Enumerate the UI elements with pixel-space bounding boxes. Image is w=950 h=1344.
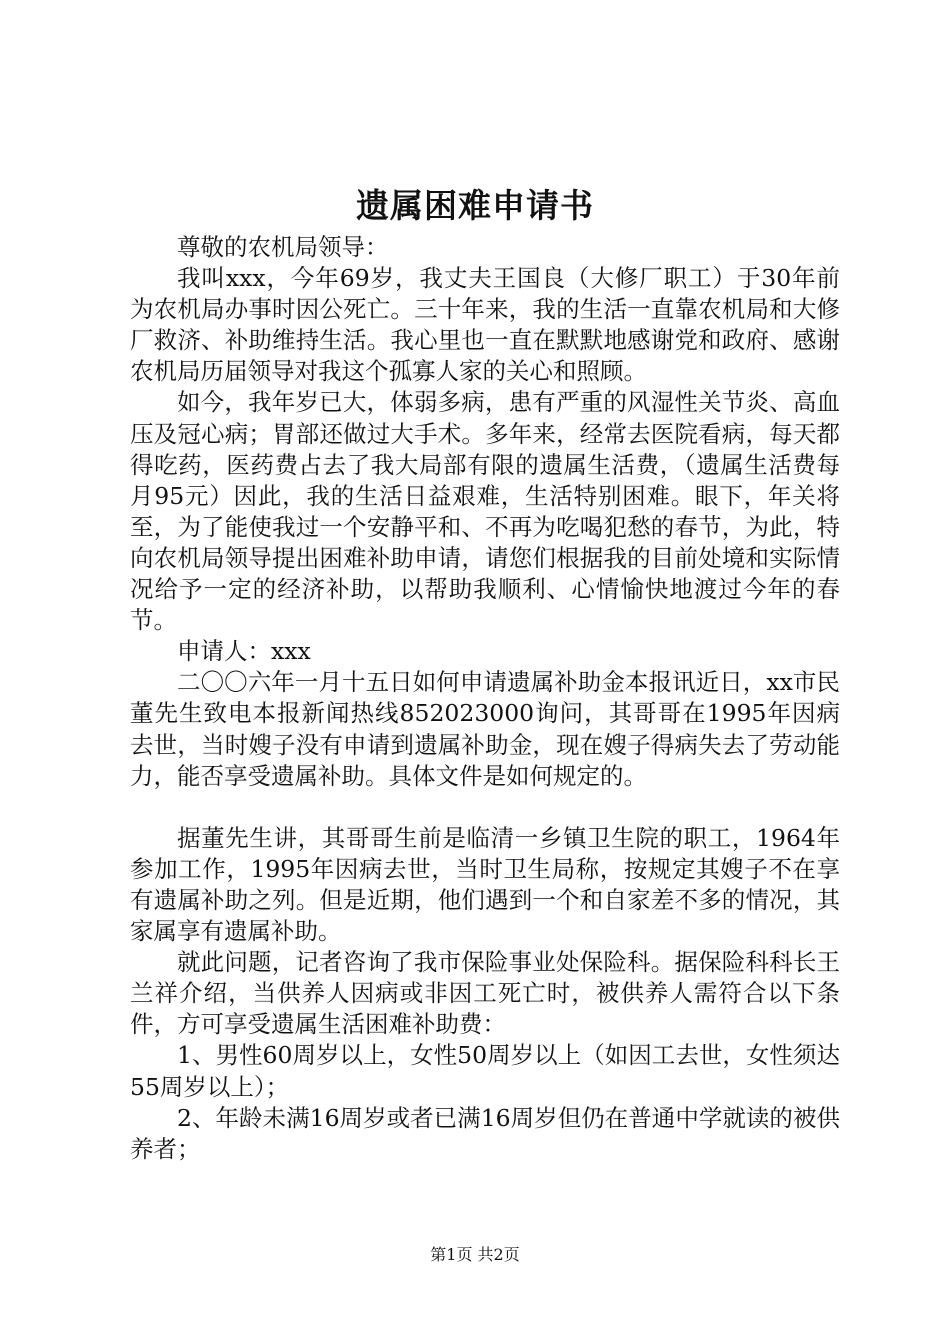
paragraph-news-report: 二〇〇六年一月十五日如何申请遗属补助金本报讯近日，xx市民董先生致电本报新闻热线852023000询问，其哥哥在1995年因病去世，当时嫂子没有申请到遗属补助金，现在嫂子得病失去了劳动能力，能否享受遗属补助。具体文件是如何规定的。 <box>130 668 840 790</box>
condition-item-2: 2、年龄未满16周岁或者已满16周岁但仍在普通中学就读的被供养者； <box>130 1103 840 1163</box>
paragraph-dong-account: 据董先生讲，其哥哥生前是临清一乡镇卫生院的职工，1964年参加工作，1995年因病去世，当时卫生局称，按规定其嫂子不在享有遗属补助之列。但是近期，他们遇到一个和自家差不多的情况，其家属享有遗属补助。 <box>130 823 840 946</box>
blank-line <box>130 792 840 823</box>
paragraph-current-situation: 如今，我年岁已大，体弱多病，患有严重的风湿性关节炎、高血压及冠心病；胃部还做过大手术。多年来，经常去医院看病，每天都得吃药，医药费占去了我大局部有限的遗属生活费，（遗属生活费每月95元）因此，我的生活日益艰难，生活特别困难。眼下，年关将至，为了能使我过一个安静平和、不再为吃喝犯愁的春节，为此，特向农机局领导提出困难补助申请，请您们根据我的目前处境和实际情况给予一定的经济补助，以帮助我顺利、心情愉快地渡过今年的春节。 <box>130 388 840 635</box>
applicant-line: 申请人：xxx <box>177 637 311 666</box>
condition-item-1: 1、男性60周岁以上，女性50周岁以上（如因工去世，女性须达55周岁以上）； <box>130 1041 840 1101</box>
salutation: 尊敬的农机局领导： <box>177 233 389 261</box>
document-body <box>130 232 840 1165</box>
document-title: 遗属困难申请书 <box>356 186 594 225</box>
paragraph-self-introduction: 我叫xxx，今年69岁，我丈夫王国良（大修厂职工）于30年前为农机局办事时因公死亡。三十年来，我的生活一直靠农机局和大修厂救济、补助维持生活。我心里也一直在默默地感谢党和政府、感谢农机局历届领导对我这个孤寡人家的关心和照顾。 <box>130 264 840 386</box>
page-footer: 第1页 共2页 <box>430 1245 520 1264</box>
paragraph-insurance-consultation: 就此问题，记者咨询了我市保险事业处保险科。据保险科科长王兰祥介绍，当供养人因病或非因工死亡时，被供养人需符合以下条件，方可享受遗属生活困难补助费： <box>130 948 840 1039</box>
